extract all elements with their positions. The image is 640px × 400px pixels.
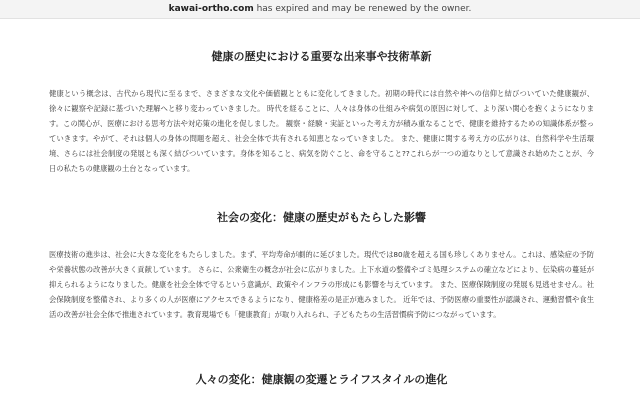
section-body-history: 健康という概念は、古代から現代に至るまで、さまざまな文化や価値観とともに変化してきました。初期の時代には自然や神への信仰と結びついていた健康観が、徐々に観察や記録に基づいた理解へと移り変わっていきました。 時代を経ることに、人々は身体の仕組みや病気の原因に対して、より深い関心を抱くようになります。この関心が、医療における思考方法や対応策の進化を促しました。 観察・経験・実証といった考え方が積み重なることで、健康を維持するための知識体系が整っていきます。やがて、それは個人の身体の問題を超え、社会全体で共有される知恵となっていきました。 また、健康に関する考え方の広がりは、自然科学や生活環境、さらには社会制度の発展とも深く結びついています。身体を知ること、病気を防ぐこと、命を守ること??これらが一つの道なりとして意識され始めたことが、今日の私たちの健康観の土台となっています。: [49, 89, 594, 173]
section-title-people-change: 人々の変化：健康観の変遷とライフスタイルの進化: [195, 373, 448, 386]
expired-domain-banner: [0, 0, 640, 19]
banner-domain: kawai-ortho.com: [168, 4, 254, 14]
banner-message: has expired and may be renewed by the owner.: [253, 4, 472, 14]
section-title-social-change: 社会の変化：健康の歴史がもたらした影響: [217, 211, 426, 224]
section-body-social-change: 医療技術の進歩は、社会に大きな変化をもたらしました。まず、平均寿命が劇的に延びました。現代では80歳を超える国も珍しくありません。これは、感染症の予防や栄養状態の改善が大きく貢献しています。 さらに、公衆衛生の概念が社会に広がりました。上下水道の整備やゴミ処理システムの確立などにより、伝染病の蔓延が抑えられるようになりました。健康を社会全体で守るという意識が、政策やインフラの形成にも影響を与えています。 また、医療保険制度の発展も見逃せません。社会保険制度を整備され、より多くの人が医療にアクセスできるようになり、健康格差の是正が進みました。 近年では、予防医療の重要性が認識され、運動習慣や食生活の改善が社会全体で推進されています。教育現場でも「健康教育」が取り入れられ、子どもたちの生活習慣病予防につながっています。: [49, 250, 594, 319]
section-title-history: 健康の歴史における重要な出来事や技術革新: [211, 50, 432, 63]
